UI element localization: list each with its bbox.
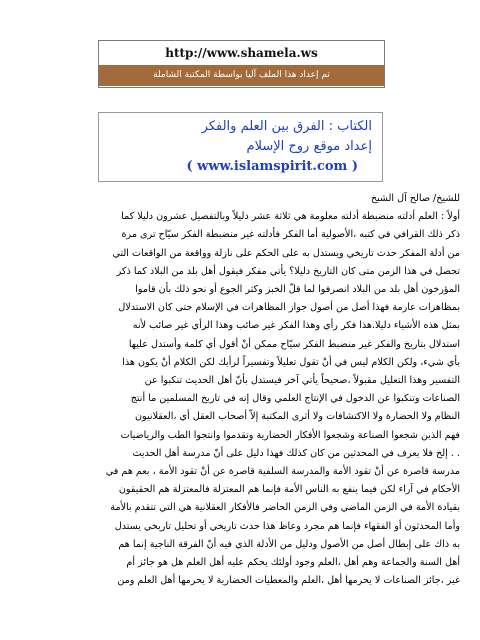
body-line: وأما المحدثون أو الفقهاء فإنما هم مجرد وعاظ هذا حدث تاريخي أو تحليل تاريخي يستدل [114,520,460,532]
body-line: تحصل في هذا الزمن متى كان التاريخ دليلا؟ يأتي مفكر فيقول أهل بلد من البلاد كما ذكر [116,265,460,277]
body-line: التفسير وهذا التعليل مقبولاً ،صحيحاً يأتي آخر فيستدل بأنّ أهل الحديث تنكبوا عن [144,375,460,387]
body-line: أولاً : العلم أدلته منضبطة أدلته معلومة هي ثلاثة عشر دليلاً وبالتفصيل عشرون دليلا كما [121,211,460,223]
body-line: استدلال بتاريخ والفكر غير منضبط الفكر سيّاح ممكن أنْ أقول أي كلمة وأستدل عليها [128,338,460,350]
body-line: غير ،جائز الصناعات لا يحرمها أهل ،العلم والمعطيات الحضارية لا يحرمها أهل العلم ومن [117,575,460,587]
author-line: للشيخ/ صالح آل الشيخ [370,193,460,204]
generation-notice: تم إعداد هذا الملف آليا بواسطة المكتبة الشاملة [99,65,384,86]
body-line: بأي شيء، ولكن الكلام ليس في أنْ تقول تعليلاً وتفسيراً لرأيك لكن الكلام أنْ يكون هذا [122,356,460,368]
body-line: . . إلخ فلا يعرف في المحدثين من كان كذلك فهذا دليل على أنّ مدرسة أهل الحديث [132,447,460,459]
body-line: الصناعات وتنكبوا عن الدخول في الإنتاج العلمي وقال إنه في تاريخ المسلمين ما أنتج [130,393,460,405]
body-line: المؤرخون أهل بلد من البلاد انصرفوا لما قلّ الخبز وكثر الجوع أو نحو ذلك بأن قاموا [135,284,460,296]
prepared-by: إعداد موقع روح الإسلام [246,139,372,154]
body-line: مدرسة قاصرة عن أنْ تقود الأمة والمدرسة السلفية قاصرة عن أنْ تقود الأمة ، بعم هم في [105,466,460,478]
body-line: بمظاهرات عارمة فهذا أصل من أصول جواز المظاهرات في الإسلام حتى كان الاستدلال [118,302,460,314]
body-line: بقيادة الأمة في الزمن الماضي وفي الزمن الحاضر فالأفكار العقلانية هي التي تتقدم بالأمة [110,502,460,514]
document-body [28,190,460,590]
body-line: أهل السنة والجماعة وهم أهل ،العلم وجود أولئك يحكم عليه أهل العلم هل هو جائز أم [126,557,460,569]
source-website[interactable]: ( www.islamspirit.com ) [186,159,358,174]
site-url[interactable]: http://www.shamela.ws [165,46,318,60]
body-line: الأحكام في آراء لكن فيما ينفع به الناس الأمة فإنما هم المعتزلة فالمعتزلة هم الحقيقون [118,484,460,496]
body-line: به ذاك على إبطال أصل من الأصول ودليل من الأدلة الذي فيه أنّ الفرقة الناجية إنما هم [118,538,460,550]
body-line: بمثل هذه الأشياء دليلا.هذا فكر رأي وهذا الفكر غير صائب وهذا الرأي غير صائب لأنه [132,320,460,332]
body-line: من أدلة المفكر حدث تاريخي ويستدل به على الحكم على نازلة وواقعة من الواقعات التي [112,247,460,259]
book-info-box [98,112,383,182]
body-line: فهم الذين شجعوا الصناعة وشجعوا الأفكار الحضارية وتقدموا وانتجوا الطب والرياضيات [120,429,460,441]
body-line: النظام ولا الحضارة ولا الاكتشافات ولا أثرى المكتبة إلاّ أصحاب العقل أي ،العقلانيون [135,411,460,423]
body-line: ذكر ذلك القرافي في كتبه ،الأصولية أما الفكر فأدلته غير منضبطة الفكر سيّاح ترى مرة [121,229,460,241]
book-title: الكتاب : الفرق بين العلم والفكر [201,119,372,134]
header-box [98,40,385,88]
